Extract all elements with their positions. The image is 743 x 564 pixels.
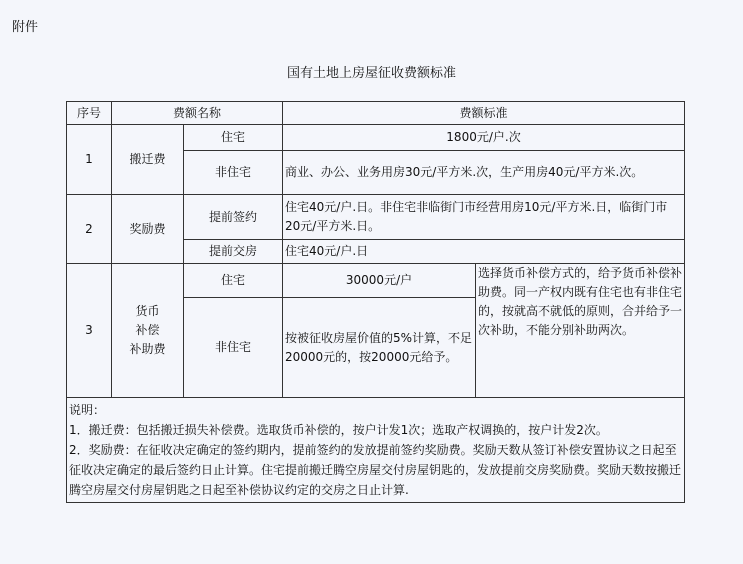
row1-residential-value: 1800元/户.次 bbox=[283, 125, 685, 151]
header-name: 费额名称 bbox=[112, 102, 283, 125]
row3-remark: 选择货币补偿方式的，给予货币补偿补助费。同一产权内既有住宅也有非住宅的，按就高不就低的原则，合并给予一次补助，不能分别补助两次。 bbox=[476, 264, 685, 398]
row3-no: 3 bbox=[67, 264, 112, 398]
row2-early-sign-value: 住宅40元/户.日。非住宅非临街门市经营用房10元/平方米.日，临街门市20元/平方米.日。 bbox=[283, 195, 685, 240]
note-item: 2．奖励费：在征收决定确定的签约期内，提前签约的发放提前签约奖励费。奖励天数从签订补偿安置协议之日起至征收决定确定的最后签约日止计算。住宅提前搬迁腾空房屋交付房屋钥匙的，发放提前交房奖励费。奖励天数按搬迁腾空房屋交付房屋钥匙之日起至补偿协议约定的交房之日止计算. bbox=[69, 443, 682, 497]
row3-residential-label: 住宅 bbox=[184, 264, 283, 298]
row2-early-handover-label: 提前交房 bbox=[184, 240, 283, 264]
row2-early-handover-value: 住宅40元/户.日 bbox=[283, 240, 685, 264]
notes-heading: 说明： bbox=[69, 403, 106, 417]
notes-cell bbox=[67, 398, 685, 503]
row3-category-line: 补偿 bbox=[135, 323, 160, 337]
row2-category: 奖励费 bbox=[112, 195, 184, 264]
document-title: 国有土地上房屋征收费额标准 bbox=[286, 66, 456, 81]
row1-category: 搬迁费 bbox=[112, 125, 184, 195]
row1-no: 1 bbox=[67, 125, 112, 195]
note-item: 1．搬迁费：包括搬迁损失补偿费。选取货币补偿的，按户计发1次；选取产权调换的，按户计发2次。 bbox=[69, 423, 608, 437]
fee-standard-table bbox=[66, 101, 685, 503]
attachment-label: 附件 bbox=[12, 20, 39, 35]
row3-nonresidential-value: 按被征收房屋价值的5%计算，不足20000元的，按20000元给予。 bbox=[283, 298, 476, 398]
header-standard: 费额标准 bbox=[283, 102, 685, 125]
row1-nonresidential-value: 商业、办公、业务用房30元/平方米.次，生产用房40元/平方米.次。 bbox=[283, 151, 685, 195]
row1-nonresidential-label: 非住宅 bbox=[184, 151, 283, 195]
row3-residential-value: 30000元/户 bbox=[283, 264, 476, 298]
header-no: 序号 bbox=[67, 102, 112, 125]
row3-nonresidential-label: 非住宅 bbox=[184, 298, 283, 398]
row3-category-line: 货币 bbox=[135, 304, 160, 318]
row2-early-sign-label: 提前签约 bbox=[184, 195, 283, 240]
row3-category bbox=[112, 264, 184, 398]
row3-category-line: 补助费 bbox=[129, 342, 166, 356]
row2-no: 2 bbox=[67, 195, 112, 264]
row1-residential-label: 住宅 bbox=[184, 125, 283, 151]
